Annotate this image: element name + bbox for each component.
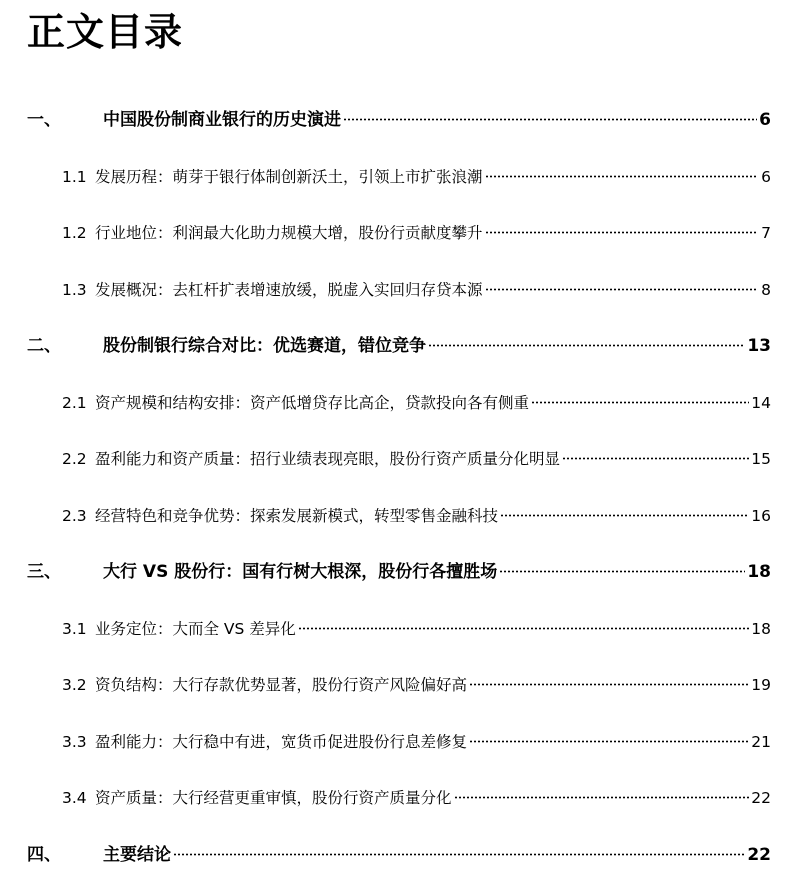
toc-entry-2[interactable] xyxy=(27,334,771,358)
toc-entry-1-1[interactable] xyxy=(62,165,771,189)
page-title: 正文目录 xyxy=(27,10,184,54)
toc-text: 中国股份制商业银行的历史演进 xyxy=(103,110,341,130)
toc-page-number: 13 xyxy=(747,336,771,356)
toc-text: 行业地位：利润最大化助力规模大增，股份行贡献度攀升 xyxy=(95,224,483,242)
toc-text: 股份制银行综合对比：优选赛道，错位竞争 xyxy=(103,336,426,356)
toc-number: 1.3 xyxy=(62,281,87,299)
dot-leader xyxy=(485,175,757,178)
toc-text: 业务定位：大而全 VS 差异化 xyxy=(95,620,296,638)
toc-entry-1[interactable] xyxy=(27,108,771,132)
toc-page-number: 15 xyxy=(751,450,771,468)
dot-leader xyxy=(485,231,757,234)
dot-leader xyxy=(562,457,749,460)
toc-entry-2-1[interactable] xyxy=(62,391,771,415)
toc-text: 盈利能力和资产质量：招行业绩表现亮眼，股份行资产质量分化明显 xyxy=(95,450,561,468)
dot-leader xyxy=(454,796,750,799)
toc-text: 盈利能力：大行稳中有进，宽货币促进股份行息差修复 xyxy=(95,733,468,751)
dot-leader xyxy=(469,740,749,743)
toc-page-number: 6 xyxy=(761,168,771,186)
dot-leader xyxy=(343,118,757,121)
toc-page-number: 7 xyxy=(761,224,771,242)
toc-number: 3.3 xyxy=(62,733,87,751)
toc-number: 1.2 xyxy=(62,224,87,242)
toc-entry-3-4[interactable] xyxy=(62,786,771,810)
dot-leader xyxy=(428,344,745,347)
toc-page-number: 18 xyxy=(751,620,771,638)
toc-page-number: 6 xyxy=(759,110,771,130)
toc-number: 一、 xyxy=(27,110,61,130)
toc-text: 资负结构：大行存款优势显著，股份行资产风险偏好高 xyxy=(95,676,468,694)
toc-text: 经营特色和竞争优势：探索发展新模式，转型零售金融科技 xyxy=(95,507,499,525)
toc-page-number: 8 xyxy=(761,281,771,299)
dot-leader xyxy=(500,514,749,517)
dot-leader xyxy=(469,683,749,686)
toc-page-number: 14 xyxy=(751,394,771,412)
toc-number: 2.3 xyxy=(62,507,87,525)
toc-text: 发展概况：去杠杆扩表增速放缓，脱虚入实回归存贷本源 xyxy=(95,281,483,299)
toc-text: 大行 VS 股份行：国有行树大根深，股份行各擅胜场 xyxy=(103,562,498,582)
toc-entry-3-3[interactable] xyxy=(62,730,771,754)
dot-leader xyxy=(499,570,745,573)
toc-number: 二、 xyxy=(27,336,61,356)
toc-number: 3.1 xyxy=(62,620,87,638)
toc-entry-2-2[interactable] xyxy=(62,447,771,471)
toc-entry-3-1[interactable] xyxy=(62,617,771,641)
dot-leader xyxy=(485,288,757,291)
toc-page-number: 21 xyxy=(751,733,771,751)
toc-number: 2.1 xyxy=(62,394,87,412)
toc-text: 发展历程：萌芽于银行体制创新沃土，引领上市扩张浪潮 xyxy=(95,168,483,186)
toc-text: 主要结论 xyxy=(103,845,171,865)
toc-page-number: 16 xyxy=(751,507,771,525)
toc-number: 三、 xyxy=(27,562,61,582)
dot-leader xyxy=(173,853,745,856)
dot-leader xyxy=(298,627,749,630)
toc-entry-3-2[interactable] xyxy=(62,673,771,697)
toc-entry-3[interactable] xyxy=(27,560,771,584)
toc-number: 3.4 xyxy=(62,789,87,807)
toc-page-number: 22 xyxy=(747,845,771,865)
toc-number: 2.2 xyxy=(62,450,87,468)
toc-page-number: 22 xyxy=(751,789,771,807)
toc-page-number: 18 xyxy=(747,562,771,582)
toc-page-number: 19 xyxy=(751,676,771,694)
dot-leader xyxy=(531,401,749,404)
toc-number: 四、 xyxy=(27,845,61,865)
toc-entry-4[interactable] xyxy=(27,843,771,867)
toc-number: 3.2 xyxy=(62,676,87,694)
toc-entry-2-3[interactable] xyxy=(62,504,771,528)
toc-entry-1-2[interactable] xyxy=(62,221,771,245)
toc-number: 1.1 xyxy=(62,168,87,186)
toc-entry-1-3[interactable] xyxy=(62,278,771,302)
toc-text: 资产质量：大行经营更重审慎，股份行资产质量分化 xyxy=(95,789,452,807)
toc-text: 资产规模和结构安排：资产低增贷存比高企，贷款投向各有侧重 xyxy=(95,394,530,412)
